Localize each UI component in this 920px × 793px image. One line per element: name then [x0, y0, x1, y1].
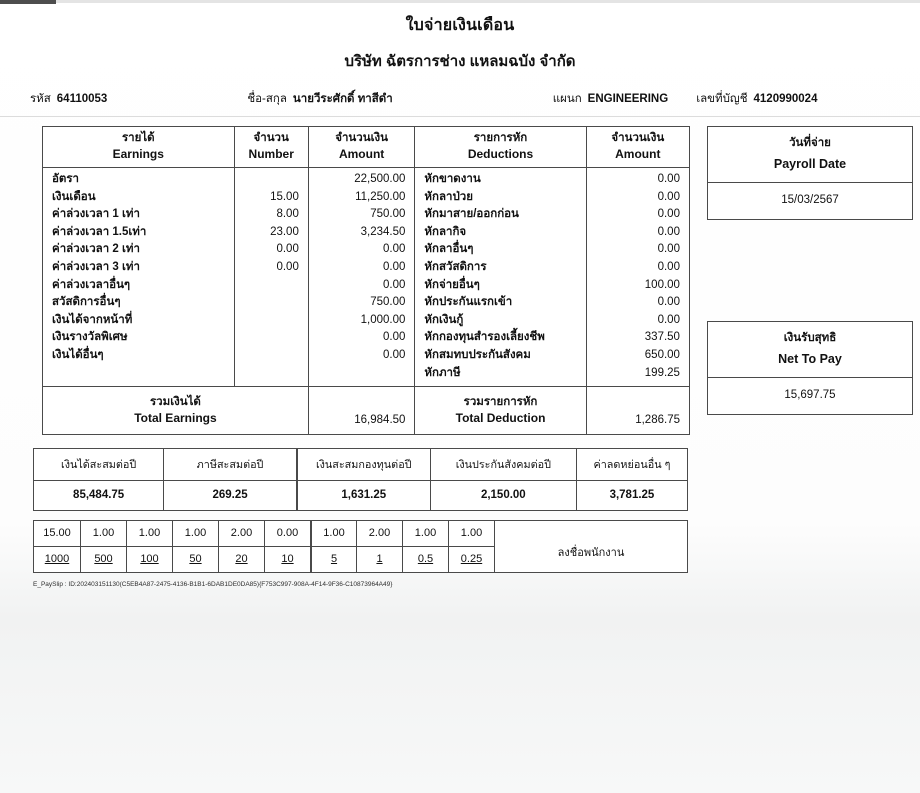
deduction-label: หักกองทุนสำรองเลี้ยงชีพ [424, 331, 545, 344]
deduction-label: หักลากิจ [424, 225, 467, 238]
deduction-amount: 0.00 [657, 190, 680, 203]
earnings-label: ค่าล่วงเวลา 1 เท่า [52, 208, 140, 221]
deduction-label: หักสมทบประกันสังคม [424, 348, 531, 361]
pay-table-body [43, 168, 689, 386]
side-panel [707, 126, 913, 435]
earnings-label: อัตรา [52, 173, 80, 185]
earnings-number [235, 329, 308, 347]
payroll-date-value: 15/03/2567 [781, 194, 839, 206]
deduction-amount: 0.00 [657, 260, 680, 273]
page-top-divider [0, 0, 920, 3]
earnings-amount: 0.00 [383, 278, 406, 291]
ytd-col-other-allowance: ค่าลดหย่อนอื่น ๆ 3,781.25 [576, 449, 687, 510]
ytd-col-social-security: เงินประกันสังคมต่อปี 2,150.00 [430, 449, 576, 510]
earnings-number [235, 277, 308, 295]
employee-signature-cell: ลงชื่อพนักงาน [494, 521, 687, 572]
payroll-date-label-th: วันที่จ่าย [789, 137, 831, 149]
deduction-amount: 0.00 [657, 225, 680, 238]
payroll-date-box [707, 126, 913, 220]
deduction-label: หักประกันแรกเข้า [424, 296, 513, 309]
earnings-label: สวัสดิการอื่นๆ [52, 296, 121, 309]
col-header-number: จำนวน Number [234, 127, 308, 167]
department-value: ENGINEERING [587, 93, 669, 105]
earnings-number [235, 312, 308, 330]
deduction-amount: 0.00 [657, 173, 680, 185]
ytd-col-tax: ภาษีสะสมต่อปี 269.25 [163, 449, 296, 510]
scan-artifact-mark [0, 0, 56, 4]
earnings-amount-column [308, 168, 415, 386]
earnings-amount: 750.00 [370, 208, 406, 221]
net-to-pay-label-th: เงินรับสุทธิ [783, 332, 837, 344]
earnings-amount: 11,250.00 [355, 190, 406, 203]
main-area [42, 126, 920, 435]
employee-name-value: นายวีระศักดิ์ ทาสีดำ [292, 93, 393, 105]
denominations-grid [34, 521, 494, 572]
earnings-label: ค่าล่วงเวลา 3 เท่า [52, 260, 140, 273]
deduction-amount: 100.00 [644, 278, 680, 291]
pay-table [42, 126, 690, 435]
deduction-amount: 337.50 [644, 331, 680, 344]
col-header-amount2: จำนวนเงิน Amount [586, 127, 689, 167]
earnings-number: 15.00 [270, 190, 299, 203]
ytd-table [33, 448, 688, 511]
denomination-counts-row: 15.00 1.00 1.00 1.00 2.00 0.00 1.00 2.00 1.00 1.00 [34, 521, 494, 546]
earnings-number [235, 294, 308, 312]
earnings-number [235, 347, 308, 365]
earnings-amount: 22,500.00 [354, 173, 406, 185]
earnings-amount: 0.00 [383, 260, 406, 273]
earnings-label: ค่าล่วงเวลาอื่นๆ [52, 278, 131, 291]
deductions-labels-column [414, 168, 585, 386]
earnings-number: 0.00 [276, 243, 299, 256]
total-earnings-amount: 16,984.50 [308, 387, 415, 434]
deduction-amount: 199.25 [644, 366, 680, 379]
ytd-col-provident-fund: เงินสะสมกองทุนต่อปี 1,631.25 [296, 449, 430, 510]
deductions-amount-column [586, 168, 689, 386]
earnings-amount: 1,000.00 [360, 313, 406, 326]
deduction-label: หักลาอื่นๆ [424, 243, 474, 256]
denominations-table [33, 520, 688, 573]
deduction-label: หักมาสาย/ออกก่อน [424, 208, 519, 221]
earnings-amount: 0.00 [383, 331, 406, 344]
payroll-date-label-en: Payroll Date [773, 157, 847, 171]
earnings-label: เงินได้จากหน้าที่ [52, 313, 133, 326]
earnings-amount: 0.00 [383, 348, 406, 361]
total-earnings-label: รวมเงินได้ Total Earnings [134, 396, 217, 426]
net-to-pay-label-en: Net To Pay [778, 352, 842, 366]
deduction-label: หักขาดงาน [424, 173, 481, 185]
employee-code-value: 64110053 [56, 93, 108, 105]
earnings-number [235, 171, 308, 189]
earnings-amount: 750.00 [370, 296, 406, 309]
earnings-number: 8.00 [276, 208, 299, 221]
employee-name-label: ชื่อ-สกุล [247, 93, 287, 105]
deduction-label: หักสวัสดิการ [424, 260, 487, 273]
deduction-label: หักเงินกู้ [424, 313, 464, 326]
page-title: ใบจ่ายเงินเดือน [405, 17, 515, 34]
denomination-values-row: 1000 500 100 50 20 10 5 1 0.5 0.25 [34, 546, 494, 572]
header-divider [0, 116, 920, 117]
company-name: บริษัท ฉัตรการช่าง แหลมฉบัง จำกัด [344, 53, 576, 70]
net-to-pay-value: 15,697.75 [784, 389, 836, 401]
total-deduction-amount: 1,286.75 [586, 387, 689, 434]
employee-code-label: รหัส [30, 93, 51, 105]
ytd-col-income: เงินได้สะสมต่อปี 85,484.75 [34, 449, 163, 510]
deduction-amount: 650.00 [644, 348, 680, 361]
pay-table-totals-row [43, 386, 689, 434]
total-deduction-label: รวมรายการหัก Total Deduction [414, 387, 585, 434]
earnings-label: เงินเดือน [52, 190, 96, 203]
earnings-number: 23.00 [270, 225, 299, 238]
deduction-amount: 0.00 [657, 313, 680, 326]
net-to-pay-box [707, 321, 913, 415]
deduction-amount: 0.00 [657, 208, 680, 221]
account-value: 4120990024 [753, 93, 818, 105]
payslip-id-footer: E_PaySlip : ID:202403151130(C5EB4A87-2475-4136-B1B1-6DAB1DE0DA85){F753C997-908A-4F14-9F36-C10873964A49} [33, 581, 393, 589]
earnings-labels-column [43, 168, 234, 386]
earnings-number-column [234, 168, 308, 386]
col-header-amount: จำนวนเงิน Amount [308, 127, 415, 167]
earnings-label: เงินรางวัลพิเศษ [52, 331, 128, 344]
employee-info-row [30, 90, 890, 116]
col-header-earnings: รายได้ Earnings [112, 132, 164, 161]
deduction-amount: 0.00 [657, 243, 680, 256]
earnings-label: ค่าล่วงเวลา 2 เท่า [52, 243, 140, 256]
col-header-deductions: รายการหัก Deductions [414, 127, 585, 167]
account-label: เลขที่บัญชี [696, 93, 748, 105]
earnings-label: เงินได้อื่นๆ [52, 348, 104, 361]
department-label: แผนก [552, 93, 582, 105]
deduction-amount: 0.00 [657, 296, 680, 309]
earnings-number: 0.00 [276, 260, 299, 273]
pay-table-header [43, 127, 689, 168]
deduction-label: หักภาษี [424, 366, 461, 379]
deduction-label: หักจ่ายอื่นๆ [424, 278, 480, 291]
earnings-amount: 0.00 [383, 243, 406, 256]
deduction-label: หักลาป่วย [424, 190, 473, 203]
earnings-label: ค่าล่วงเวลา 1.5เท่า [52, 225, 147, 238]
earnings-amount: 3,234.50 [360, 225, 406, 238]
